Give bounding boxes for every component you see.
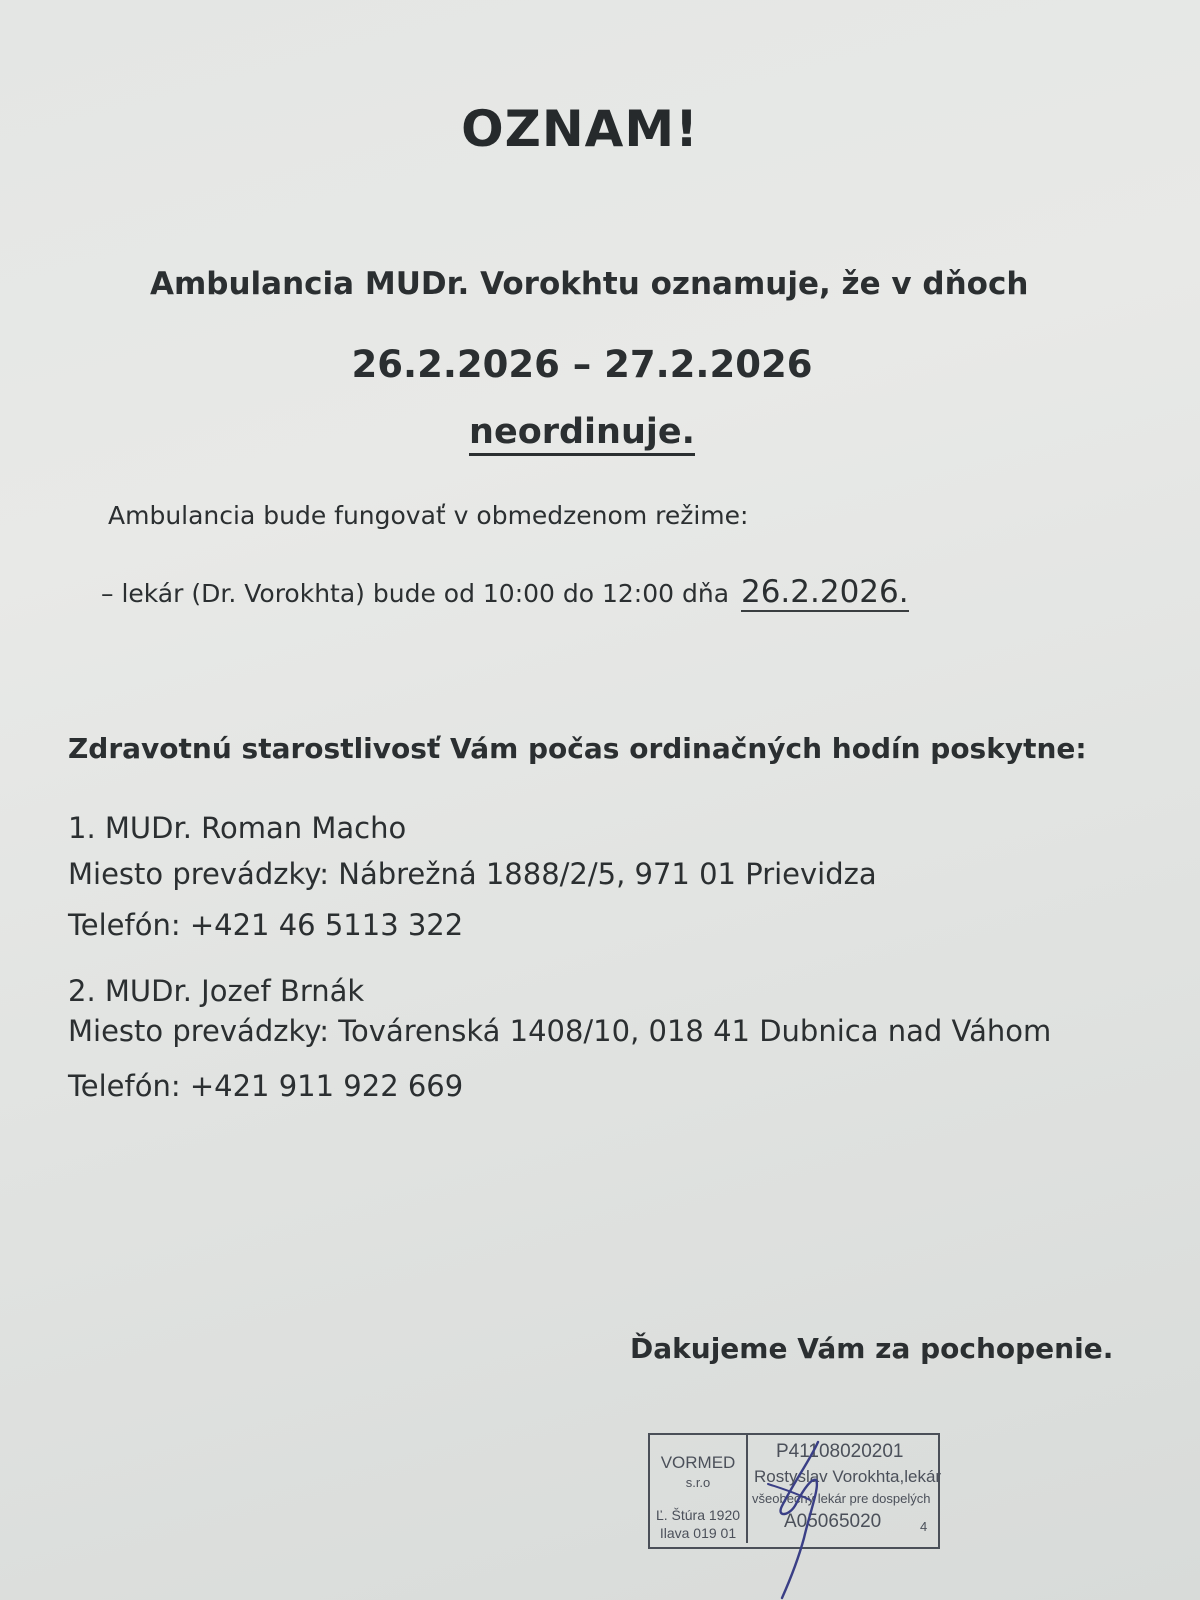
handwritten-date: 26.2.2026. xyxy=(740,574,909,610)
closure-dates: 26.2.2026 – 27.2.2026 xyxy=(351,343,813,386)
provider-2-phone: Telefón: +421 911 922 669 xyxy=(68,1069,464,1103)
stamp-company: VORMED xyxy=(660,1453,736,1472)
provider-2-address: Miesto prevádzky: Továrenská 1408/10, 018 41 Dubnica nad Váhom xyxy=(68,1014,1052,1048)
provider-1-address: Miesto prevádzky: Nábrežná 1888/2/5, 971 01 Prievidza xyxy=(68,857,877,891)
stamp-city: Ilava 019 01 xyxy=(659,1525,737,1541)
provider-1-phone: Telefón: +421 46 5113 322 xyxy=(68,908,464,942)
doctor-availability-text: – lekár (Dr. Vorokhta) bude od 10:00 do 12:00 dňa xyxy=(101,579,730,608)
doctor-availability-line xyxy=(101,574,909,610)
stamp-street: Ľ. Štúra 1920 xyxy=(655,1507,741,1523)
not-open-text: neordinuje. xyxy=(0,412,1164,452)
stamp-company-box xyxy=(650,1435,748,1543)
signature-icon xyxy=(760,1420,860,1600)
stamp-suffix: 4 xyxy=(920,1519,928,1534)
stamp-company-type: s.r.o xyxy=(685,1475,711,1490)
stamp-id: A05065020 xyxy=(784,1511,882,1532)
stamp-code: P41108020201 xyxy=(776,1441,904,1462)
limited-mode-text: Ambulancia bude fungovať v obmedzenom režime: xyxy=(108,501,749,530)
closing-text: Ďakujeme Vám za pochopenie. xyxy=(630,1332,1114,1365)
care-heading: Zdravotnú starostlivosť Vám počas ordinačných hodín poskytne: xyxy=(68,732,1087,765)
provider-2-name: 2. MUDr. Jozef Brnák xyxy=(68,974,365,1008)
stamp-doctor: Rostyslav Vorokhta,lekár xyxy=(754,1467,942,1486)
stamp-specialty: všeobecný lekár pre dospelých xyxy=(752,1491,931,1506)
provider-1-name: 1. MUDr. Roman Macho xyxy=(68,811,407,845)
notice-title: OZNAM! xyxy=(461,100,699,158)
intro-text: Ambulancia MUDr. Vorokhtu oznamuje, že v dňoch xyxy=(150,266,1029,302)
